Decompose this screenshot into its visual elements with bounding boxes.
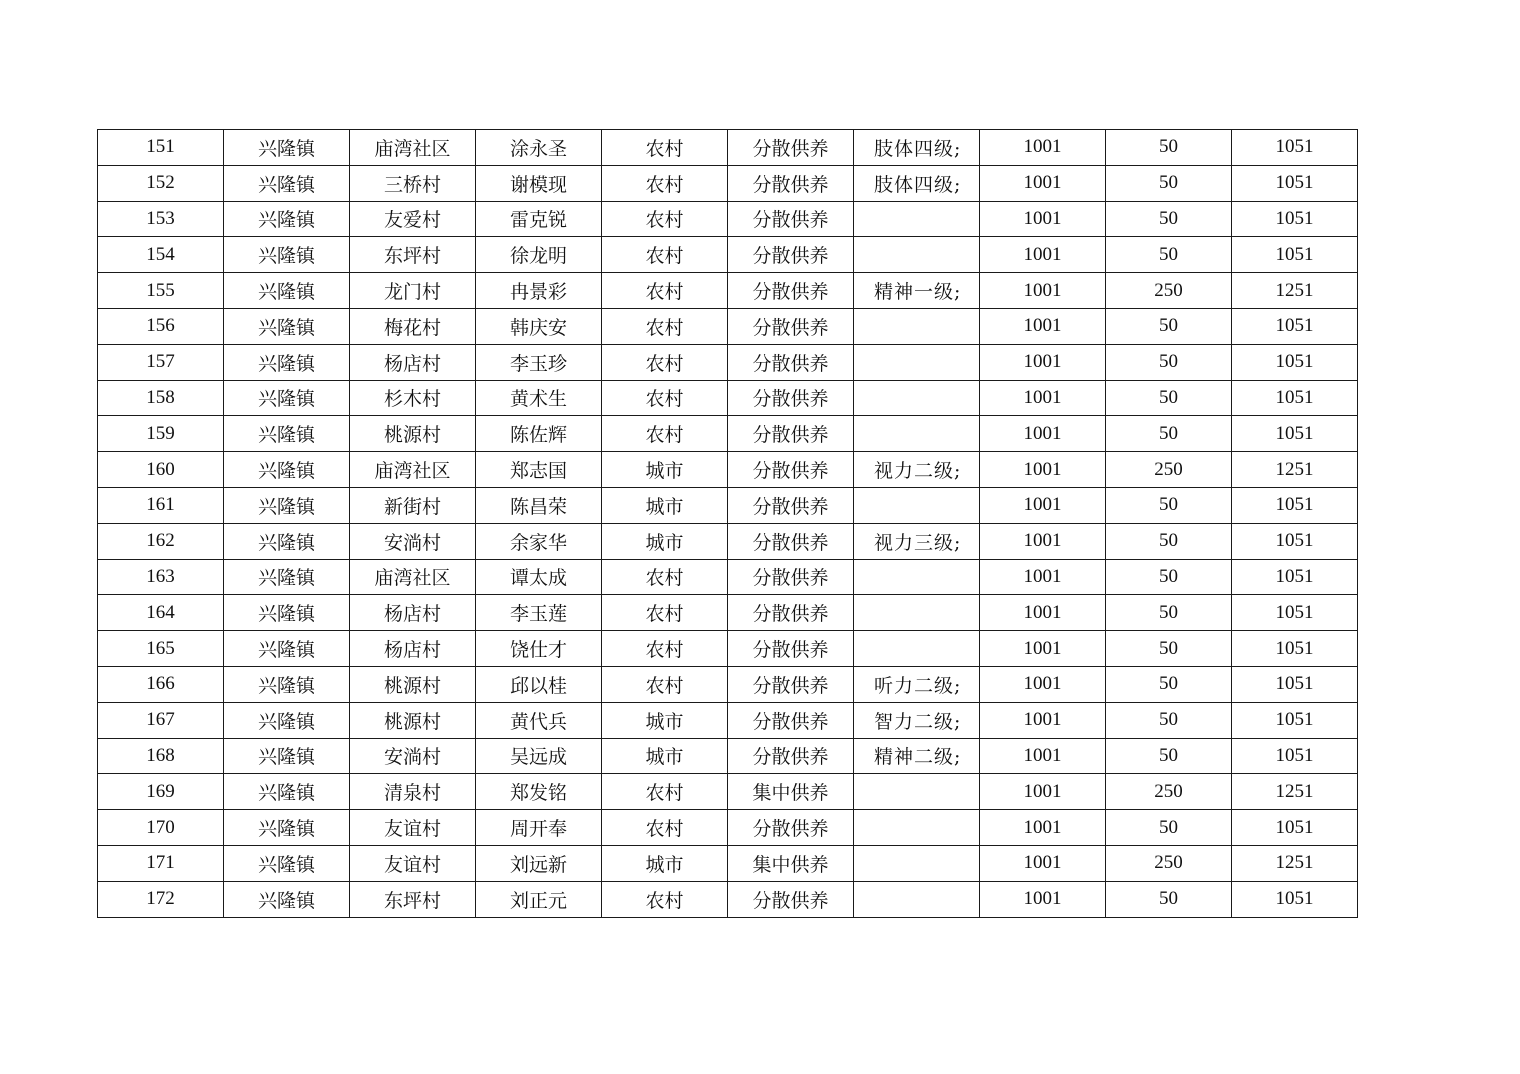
total-amount-cell: 1051 bbox=[1232, 559, 1358, 595]
disability-cell bbox=[854, 380, 980, 416]
base-amount-cell: 1001 bbox=[980, 416, 1106, 452]
serial-number-cell: 161 bbox=[98, 487, 224, 523]
support-type-cell: 分散供养 bbox=[728, 702, 854, 738]
base-amount-cell: 1001 bbox=[980, 452, 1106, 488]
base-amount-cell: 1001 bbox=[980, 380, 1106, 416]
name-cell: 谭太成 bbox=[476, 559, 602, 595]
subsidy-amount-cell: 250 bbox=[1106, 774, 1232, 810]
support-type-cell: 分散供养 bbox=[728, 273, 854, 309]
disability-cell bbox=[854, 810, 980, 846]
name-cell: 黄术生 bbox=[476, 380, 602, 416]
support-type-cell: 分散供养 bbox=[728, 810, 854, 846]
total-amount-cell: 1251 bbox=[1232, 273, 1358, 309]
base-amount-cell: 1001 bbox=[980, 845, 1106, 881]
support-type-cell: 集中供养 bbox=[728, 774, 854, 810]
table-row bbox=[98, 237, 1358, 273]
residence-type-cell: 农村 bbox=[602, 881, 728, 917]
town-cell: 兴隆镇 bbox=[224, 487, 350, 523]
base-amount-cell: 1001 bbox=[980, 130, 1106, 166]
subsidy-amount-cell: 50 bbox=[1106, 810, 1232, 846]
name-cell: 刘正元 bbox=[476, 881, 602, 917]
serial-number-cell: 172 bbox=[98, 881, 224, 917]
village-cell: 杨店村 bbox=[350, 595, 476, 631]
subsidy-amount-cell: 50 bbox=[1106, 559, 1232, 595]
total-amount-cell: 1051 bbox=[1232, 380, 1358, 416]
support-type-cell: 分散供养 bbox=[728, 201, 854, 237]
table-row bbox=[98, 559, 1358, 595]
total-amount-cell: 1051 bbox=[1232, 631, 1358, 667]
table-row bbox=[98, 810, 1358, 846]
support-type-cell: 分散供养 bbox=[728, 165, 854, 201]
name-cell: 余家华 bbox=[476, 523, 602, 559]
total-amount-cell: 1051 bbox=[1232, 130, 1358, 166]
support-type-cell: 分散供养 bbox=[728, 452, 854, 488]
town-cell: 兴隆镇 bbox=[224, 237, 350, 273]
name-cell: 陈佐辉 bbox=[476, 416, 602, 452]
table-row bbox=[98, 487, 1358, 523]
total-amount-cell: 1051 bbox=[1232, 702, 1358, 738]
serial-number-cell: 170 bbox=[98, 810, 224, 846]
subsidy-amount-cell: 50 bbox=[1106, 595, 1232, 631]
support-type-cell: 分散供养 bbox=[728, 487, 854, 523]
residence-type-cell: 城市 bbox=[602, 702, 728, 738]
town-cell: 兴隆镇 bbox=[224, 774, 350, 810]
disability-cell bbox=[854, 308, 980, 344]
serial-number-cell: 171 bbox=[98, 845, 224, 881]
subsidy-amount-cell: 50 bbox=[1106, 201, 1232, 237]
village-cell: 友谊村 bbox=[350, 845, 476, 881]
subsidy-amount-cell: 50 bbox=[1106, 702, 1232, 738]
table-row bbox=[98, 666, 1358, 702]
disability-cell: 肢体四级; bbox=[854, 165, 980, 201]
name-cell: 郑发铭 bbox=[476, 774, 602, 810]
village-cell: 东坪村 bbox=[350, 881, 476, 917]
town-cell: 兴隆镇 bbox=[224, 559, 350, 595]
subsidy-amount-cell: 50 bbox=[1106, 738, 1232, 774]
town-cell: 兴隆镇 bbox=[224, 380, 350, 416]
residence-type-cell: 农村 bbox=[602, 165, 728, 201]
residence-type-cell: 农村 bbox=[602, 273, 728, 309]
village-cell: 新街村 bbox=[350, 487, 476, 523]
base-amount-cell: 1001 bbox=[980, 666, 1106, 702]
subsidy-amount-cell: 50 bbox=[1106, 487, 1232, 523]
serial-number-cell: 164 bbox=[98, 595, 224, 631]
serial-number-cell: 156 bbox=[98, 308, 224, 344]
residence-type-cell: 城市 bbox=[602, 738, 728, 774]
subsidy-amount-cell: 50 bbox=[1106, 237, 1232, 273]
village-cell: 庙湾社区 bbox=[350, 452, 476, 488]
disability-cell: 视力三级; bbox=[854, 523, 980, 559]
residence-type-cell: 城市 bbox=[602, 452, 728, 488]
village-cell: 安淌村 bbox=[350, 738, 476, 774]
total-amount-cell: 1051 bbox=[1232, 738, 1358, 774]
table-row bbox=[98, 595, 1358, 631]
table-body bbox=[98, 130, 1358, 918]
disability-cell bbox=[854, 845, 980, 881]
residence-type-cell: 农村 bbox=[602, 380, 728, 416]
disability-cell: 精神一级; bbox=[854, 273, 980, 309]
table-row bbox=[98, 631, 1358, 667]
disability-cell: 听力二级; bbox=[854, 666, 980, 702]
subsidy-amount-cell: 50 bbox=[1106, 666, 1232, 702]
support-type-cell: 分散供养 bbox=[728, 559, 854, 595]
name-cell: 谢模现 bbox=[476, 165, 602, 201]
subsidy-amount-cell: 50 bbox=[1106, 631, 1232, 667]
table-row bbox=[98, 845, 1358, 881]
village-cell: 友谊村 bbox=[350, 810, 476, 846]
total-amount-cell: 1051 bbox=[1232, 523, 1358, 559]
subsidy-amount-cell: 50 bbox=[1106, 165, 1232, 201]
table-row bbox=[98, 380, 1358, 416]
subsidy-amount-cell: 50 bbox=[1106, 130, 1232, 166]
subsidy-amount-cell: 50 bbox=[1106, 344, 1232, 380]
town-cell: 兴隆镇 bbox=[224, 881, 350, 917]
support-type-cell: 分散供养 bbox=[728, 666, 854, 702]
residence-type-cell: 农村 bbox=[602, 666, 728, 702]
support-type-cell: 分散供养 bbox=[728, 308, 854, 344]
support-type-cell: 分散供养 bbox=[728, 416, 854, 452]
name-cell: 李玉莲 bbox=[476, 595, 602, 631]
total-amount-cell: 1051 bbox=[1232, 416, 1358, 452]
disability-cell: 肢体四级; bbox=[854, 130, 980, 166]
data-table bbox=[97, 129, 1358, 918]
support-type-cell: 分散供养 bbox=[728, 523, 854, 559]
disability-cell bbox=[854, 344, 980, 380]
town-cell: 兴隆镇 bbox=[224, 308, 350, 344]
total-amount-cell: 1051 bbox=[1232, 201, 1358, 237]
serial-number-cell: 152 bbox=[98, 165, 224, 201]
disability-cell bbox=[854, 416, 980, 452]
base-amount-cell: 1001 bbox=[980, 702, 1106, 738]
residence-type-cell: 农村 bbox=[602, 774, 728, 810]
total-amount-cell: 1051 bbox=[1232, 595, 1358, 631]
support-type-cell: 分散供养 bbox=[728, 595, 854, 631]
town-cell: 兴隆镇 bbox=[224, 452, 350, 488]
village-cell: 友爱村 bbox=[350, 201, 476, 237]
disability-cell bbox=[854, 774, 980, 810]
table-row bbox=[98, 273, 1358, 309]
town-cell: 兴隆镇 bbox=[224, 273, 350, 309]
name-cell: 冉景彩 bbox=[476, 273, 602, 309]
serial-number-cell: 155 bbox=[98, 273, 224, 309]
table-row bbox=[98, 523, 1358, 559]
serial-number-cell: 151 bbox=[98, 130, 224, 166]
base-amount-cell: 1001 bbox=[980, 774, 1106, 810]
village-cell: 龙门村 bbox=[350, 273, 476, 309]
name-cell: 饶仕才 bbox=[476, 631, 602, 667]
residence-type-cell: 农村 bbox=[602, 416, 728, 452]
village-cell: 三桥村 bbox=[350, 165, 476, 201]
support-type-cell: 分散供养 bbox=[728, 237, 854, 273]
village-cell: 桃源村 bbox=[350, 702, 476, 738]
village-cell: 桃源村 bbox=[350, 416, 476, 452]
town-cell: 兴隆镇 bbox=[224, 201, 350, 237]
village-cell: 杉木村 bbox=[350, 380, 476, 416]
base-amount-cell: 1001 bbox=[980, 344, 1106, 380]
disability-cell: 精神二级; bbox=[854, 738, 980, 774]
total-amount-cell: 1051 bbox=[1232, 810, 1358, 846]
table-row bbox=[98, 416, 1358, 452]
residence-type-cell: 农村 bbox=[602, 130, 728, 166]
support-type-cell: 分散供养 bbox=[728, 631, 854, 667]
support-type-cell: 分散供养 bbox=[728, 130, 854, 166]
residence-type-cell: 农村 bbox=[602, 595, 728, 631]
base-amount-cell: 1001 bbox=[980, 738, 1106, 774]
table-row bbox=[98, 452, 1358, 488]
village-cell: 杨店村 bbox=[350, 631, 476, 667]
residence-type-cell: 城市 bbox=[602, 845, 728, 881]
name-cell: 周开奉 bbox=[476, 810, 602, 846]
base-amount-cell: 1001 bbox=[980, 165, 1106, 201]
base-amount-cell: 1001 bbox=[980, 595, 1106, 631]
support-type-cell: 分散供养 bbox=[728, 881, 854, 917]
name-cell: 黄代兵 bbox=[476, 702, 602, 738]
disability-cell bbox=[854, 881, 980, 917]
total-amount-cell: 1051 bbox=[1232, 308, 1358, 344]
serial-number-cell: 166 bbox=[98, 666, 224, 702]
town-cell: 兴隆镇 bbox=[224, 165, 350, 201]
table-row bbox=[98, 201, 1358, 237]
disability-cell bbox=[854, 559, 980, 595]
name-cell: 徐龙明 bbox=[476, 237, 602, 273]
village-cell: 桃源村 bbox=[350, 666, 476, 702]
disability-cell: 视力二级; bbox=[854, 452, 980, 488]
name-cell: 韩庆安 bbox=[476, 308, 602, 344]
village-cell: 杨店村 bbox=[350, 344, 476, 380]
base-amount-cell: 1001 bbox=[980, 810, 1106, 846]
disability-cell: 智力二级; bbox=[854, 702, 980, 738]
total-amount-cell: 1051 bbox=[1232, 666, 1358, 702]
name-cell: 陈昌荣 bbox=[476, 487, 602, 523]
name-cell: 雷克锐 bbox=[476, 201, 602, 237]
subsidy-amount-cell: 50 bbox=[1106, 416, 1232, 452]
total-amount-cell: 1051 bbox=[1232, 487, 1358, 523]
serial-number-cell: 162 bbox=[98, 523, 224, 559]
total-amount-cell: 1051 bbox=[1232, 881, 1358, 917]
town-cell: 兴隆镇 bbox=[224, 130, 350, 166]
table-row bbox=[98, 308, 1358, 344]
town-cell: 兴隆镇 bbox=[224, 631, 350, 667]
subsidy-amount-cell: 250 bbox=[1106, 273, 1232, 309]
support-type-cell: 分散供养 bbox=[728, 738, 854, 774]
town-cell: 兴隆镇 bbox=[224, 702, 350, 738]
name-cell: 邱以桂 bbox=[476, 666, 602, 702]
residence-type-cell: 城市 bbox=[602, 523, 728, 559]
subsidy-amount-cell: 50 bbox=[1106, 881, 1232, 917]
table-row bbox=[98, 881, 1358, 917]
village-cell: 东坪村 bbox=[350, 237, 476, 273]
disability-cell bbox=[854, 201, 980, 237]
town-cell: 兴隆镇 bbox=[224, 666, 350, 702]
serial-number-cell: 158 bbox=[98, 380, 224, 416]
table-row bbox=[98, 344, 1358, 380]
support-type-cell: 集中供养 bbox=[728, 845, 854, 881]
total-amount-cell: 1051 bbox=[1232, 165, 1358, 201]
base-amount-cell: 1001 bbox=[980, 487, 1106, 523]
total-amount-cell: 1251 bbox=[1232, 774, 1358, 810]
village-cell: 安淌村 bbox=[350, 523, 476, 559]
subsidy-amount-cell: 250 bbox=[1106, 845, 1232, 881]
residence-type-cell: 农村 bbox=[602, 810, 728, 846]
town-cell: 兴隆镇 bbox=[224, 416, 350, 452]
subsidy-amount-cell: 50 bbox=[1106, 308, 1232, 344]
disability-cell bbox=[854, 487, 980, 523]
base-amount-cell: 1001 bbox=[980, 559, 1106, 595]
support-type-cell: 分散供养 bbox=[728, 344, 854, 380]
town-cell: 兴隆镇 bbox=[224, 595, 350, 631]
residence-type-cell: 农村 bbox=[602, 559, 728, 595]
serial-number-cell: 159 bbox=[98, 416, 224, 452]
table-row bbox=[98, 774, 1358, 810]
support-type-cell: 分散供养 bbox=[728, 380, 854, 416]
total-amount-cell: 1051 bbox=[1232, 237, 1358, 273]
disability-cell bbox=[854, 237, 980, 273]
village-cell: 庙湾社区 bbox=[350, 130, 476, 166]
name-cell: 郑志国 bbox=[476, 452, 602, 488]
residence-type-cell: 农村 bbox=[602, 631, 728, 667]
town-cell: 兴隆镇 bbox=[224, 523, 350, 559]
serial-number-cell: 167 bbox=[98, 702, 224, 738]
base-amount-cell: 1001 bbox=[980, 523, 1106, 559]
table-row bbox=[98, 738, 1358, 774]
total-amount-cell: 1251 bbox=[1232, 845, 1358, 881]
table-row bbox=[98, 165, 1358, 201]
residence-type-cell: 农村 bbox=[602, 344, 728, 380]
base-amount-cell: 1001 bbox=[980, 631, 1106, 667]
residence-type-cell: 农村 bbox=[602, 308, 728, 344]
town-cell: 兴隆镇 bbox=[224, 845, 350, 881]
base-amount-cell: 1001 bbox=[980, 237, 1106, 273]
residence-type-cell: 农村 bbox=[602, 201, 728, 237]
subsidy-amount-cell: 50 bbox=[1106, 523, 1232, 559]
base-amount-cell: 1001 bbox=[980, 881, 1106, 917]
total-amount-cell: 1051 bbox=[1232, 344, 1358, 380]
serial-number-cell: 160 bbox=[98, 452, 224, 488]
serial-number-cell: 169 bbox=[98, 774, 224, 810]
subsidy-amount-cell: 50 bbox=[1106, 380, 1232, 416]
disability-cell bbox=[854, 595, 980, 631]
serial-number-cell: 157 bbox=[98, 344, 224, 380]
serial-number-cell: 163 bbox=[98, 559, 224, 595]
town-cell: 兴隆镇 bbox=[224, 738, 350, 774]
base-amount-cell: 1001 bbox=[980, 201, 1106, 237]
residence-type-cell: 城市 bbox=[602, 487, 728, 523]
disability-cell bbox=[854, 631, 980, 667]
name-cell: 刘远新 bbox=[476, 845, 602, 881]
serial-number-cell: 153 bbox=[98, 201, 224, 237]
residence-type-cell: 农村 bbox=[602, 237, 728, 273]
name-cell: 涂永圣 bbox=[476, 130, 602, 166]
serial-number-cell: 165 bbox=[98, 631, 224, 667]
town-cell: 兴隆镇 bbox=[224, 810, 350, 846]
subsidy-amount-cell: 250 bbox=[1106, 452, 1232, 488]
village-cell: 梅花村 bbox=[350, 308, 476, 344]
name-cell: 吴远成 bbox=[476, 738, 602, 774]
name-cell: 李玉珍 bbox=[476, 344, 602, 380]
total-amount-cell: 1251 bbox=[1232, 452, 1358, 488]
base-amount-cell: 1001 bbox=[980, 308, 1106, 344]
table-row bbox=[98, 702, 1358, 738]
town-cell: 兴隆镇 bbox=[224, 344, 350, 380]
serial-number-cell: 168 bbox=[98, 738, 224, 774]
serial-number-cell: 154 bbox=[98, 237, 224, 273]
table-row bbox=[98, 130, 1358, 166]
base-amount-cell: 1001 bbox=[980, 273, 1106, 309]
village-cell: 庙湾社区 bbox=[350, 559, 476, 595]
village-cell: 清泉村 bbox=[350, 774, 476, 810]
